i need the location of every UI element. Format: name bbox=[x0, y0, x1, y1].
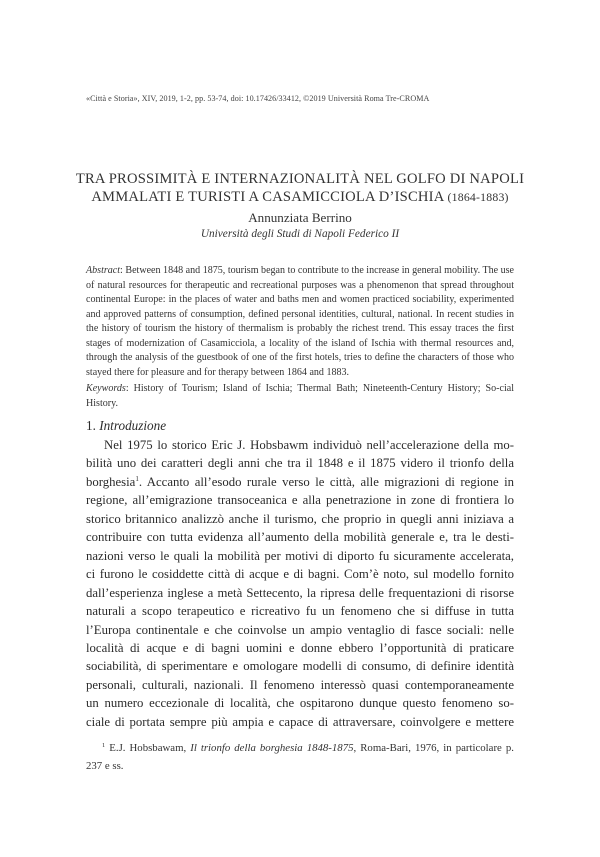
abstract-line: essay traces the first stages of modernization of Casamicciola, a locality of the island of Ischia with bbox=[86, 323, 514, 349]
footnote-book-title: Il trionfo della borghesia 1848-1875 bbox=[190, 742, 354, 754]
body-line: l’Europa continentale e che coinvolse un ampio ventaglio di fasce sociali: nelle bbox=[86, 622, 514, 637]
abstract-line: The use of natural resources for therapeutic and recreational purposes was a phenomenon that spread bbox=[86, 265, 514, 291]
abstract bbox=[86, 264, 514, 411]
abstract-line: experimented and approved patterns of consumption, defined personal identities, cultural, national. bbox=[86, 294, 514, 320]
body-line: nazioni verso le quali la mobilità per motivi di diporto fu sicuramente accelerata, bbox=[86, 548, 514, 563]
section-number: 1. bbox=[86, 418, 100, 433]
body-line: contribuire con tutta evidenza all’aumento della mobilità generale e, tra le desti- bbox=[86, 530, 514, 545]
body-line: sociabilità, di sperimentare e omologare modelli di consumo, di definire identità bbox=[86, 659, 514, 674]
body-line: regione, all’emigrazione transoceanica e alla penetrazione in zone di frontiera lo bbox=[86, 493, 514, 508]
section-heading bbox=[86, 418, 166, 434]
article-title-line-1: TRA PROSSIMITÀ E INTERNAZIONALITÀ NEL GOLFO DI NAPOLI bbox=[75, 171, 525, 187]
body-line: storico britannico analizzò anche il turismo, che proprio in quegli anni iniziava a bbox=[86, 511, 514, 526]
body-line: un numero eccezionale di località, che ospitarono dunque questo fenomeno so- bbox=[86, 696, 514, 711]
article-title-dates: (1864-1883) bbox=[447, 190, 509, 204]
abstract-line: : Between 1848 and 1875, tourism began to contribute to the increase in general mobility. bbox=[120, 265, 481, 276]
footnote-line: 237 e ss. bbox=[86, 759, 124, 772]
author-name: Annunziata Berrino bbox=[248, 210, 352, 225]
body-line bbox=[86, 473, 514, 491]
body-line: Nel 1975 lo storico Eric J. Hobsbawm individuò nell’accelerazione della mo- bbox=[104, 438, 514, 452]
body-line-part: borghesia bbox=[86, 474, 136, 489]
footnote-line bbox=[86, 740, 514, 758]
body-line: personali, culturali, nazionali. Il fenomeno interessò quasi contemporaneamente bbox=[86, 677, 514, 692]
footnote-text: E.J. Hobsbawam, bbox=[105, 742, 191, 754]
author-affiliation: Università degli Studi di Napoli Federico II bbox=[200, 228, 400, 240]
journal-citation: «Città e Storia», XIV, 2019, 1-2, pp. 53-74, doi: 10.17426/33412, ©2019 Università Roma Tre-CROMA bbox=[86, 94, 430, 103]
footnote-number: 1 bbox=[102, 742, 106, 749]
abstract-line: throughout continental Europe: in the places of water and baths men and women practiced sociability, bbox=[86, 279, 514, 305]
body-line: località di acque e di bagni uomini e donne ebbero l’opportunità di praticare bbox=[86, 640, 514, 655]
body-line-part: . Accanto all’esodo rurale verso le città, alle migrazioni di regione in bbox=[138, 474, 514, 489]
abstract-line: characters of those who stayed there for pleasure and for therapy between 1864 and 1883. bbox=[86, 352, 515, 378]
keywords-paragraph bbox=[86, 382, 514, 411]
body-paragraph bbox=[86, 436, 514, 731]
section-title: Introduzione bbox=[99, 418, 167, 433]
abstract-line: In recent studies in the history of tourism the history of thermalism is probably the richest trend. This bbox=[86, 308, 515, 334]
abstract-line: thermal resources and, through the analysis of the guestbook of one of the first hotels, tries to define the bbox=[86, 337, 514, 363]
keywords-label: Keywords bbox=[86, 383, 126, 394]
abstract-paragraph bbox=[86, 264, 514, 380]
article-title-line-2-text: AMMALATI E TURISTI A CASAMICCIOLA D’ISCHIA bbox=[91, 189, 444, 205]
body-line: bilità uno dei caratteri degli anni che tra il 1848 e il 1875 videro il trionfo della bbox=[86, 456, 514, 471]
title-block bbox=[60, 170, 540, 243]
footnote-reference[interactable]: 1 bbox=[135, 474, 139, 483]
body-line: ci furono le cosiddette città di acque e di bagni. Com’è noto, sul modello fornito bbox=[86, 567, 514, 582]
keywords-text-1: : History of Tourism; Island of Ischia; Thermal Bath; Nineteenth-Century History; So- bbox=[125, 383, 500, 394]
keywords-text-2: cial History. bbox=[86, 383, 514, 409]
abstract-label: Abstract bbox=[86, 265, 121, 276]
body-line: naturali a scopo terapeutico e ricreativo fu un fenomeno che si diffuse in tutta bbox=[86, 604, 514, 619]
body-line: dall’esperienza inglese a metà Settecento, la ripresa delle frequentazioni di risorse bbox=[86, 585, 514, 600]
article-title-line-2 bbox=[60, 188, 540, 206]
footnote bbox=[86, 740, 514, 775]
footnote-text: , Roma-Bari, 1976, in particolare p. bbox=[353, 742, 514, 754]
body-line: ciale di portata sempre più ampia e capace di attraversare, coinvolgere e mettere bbox=[86, 714, 514, 729]
